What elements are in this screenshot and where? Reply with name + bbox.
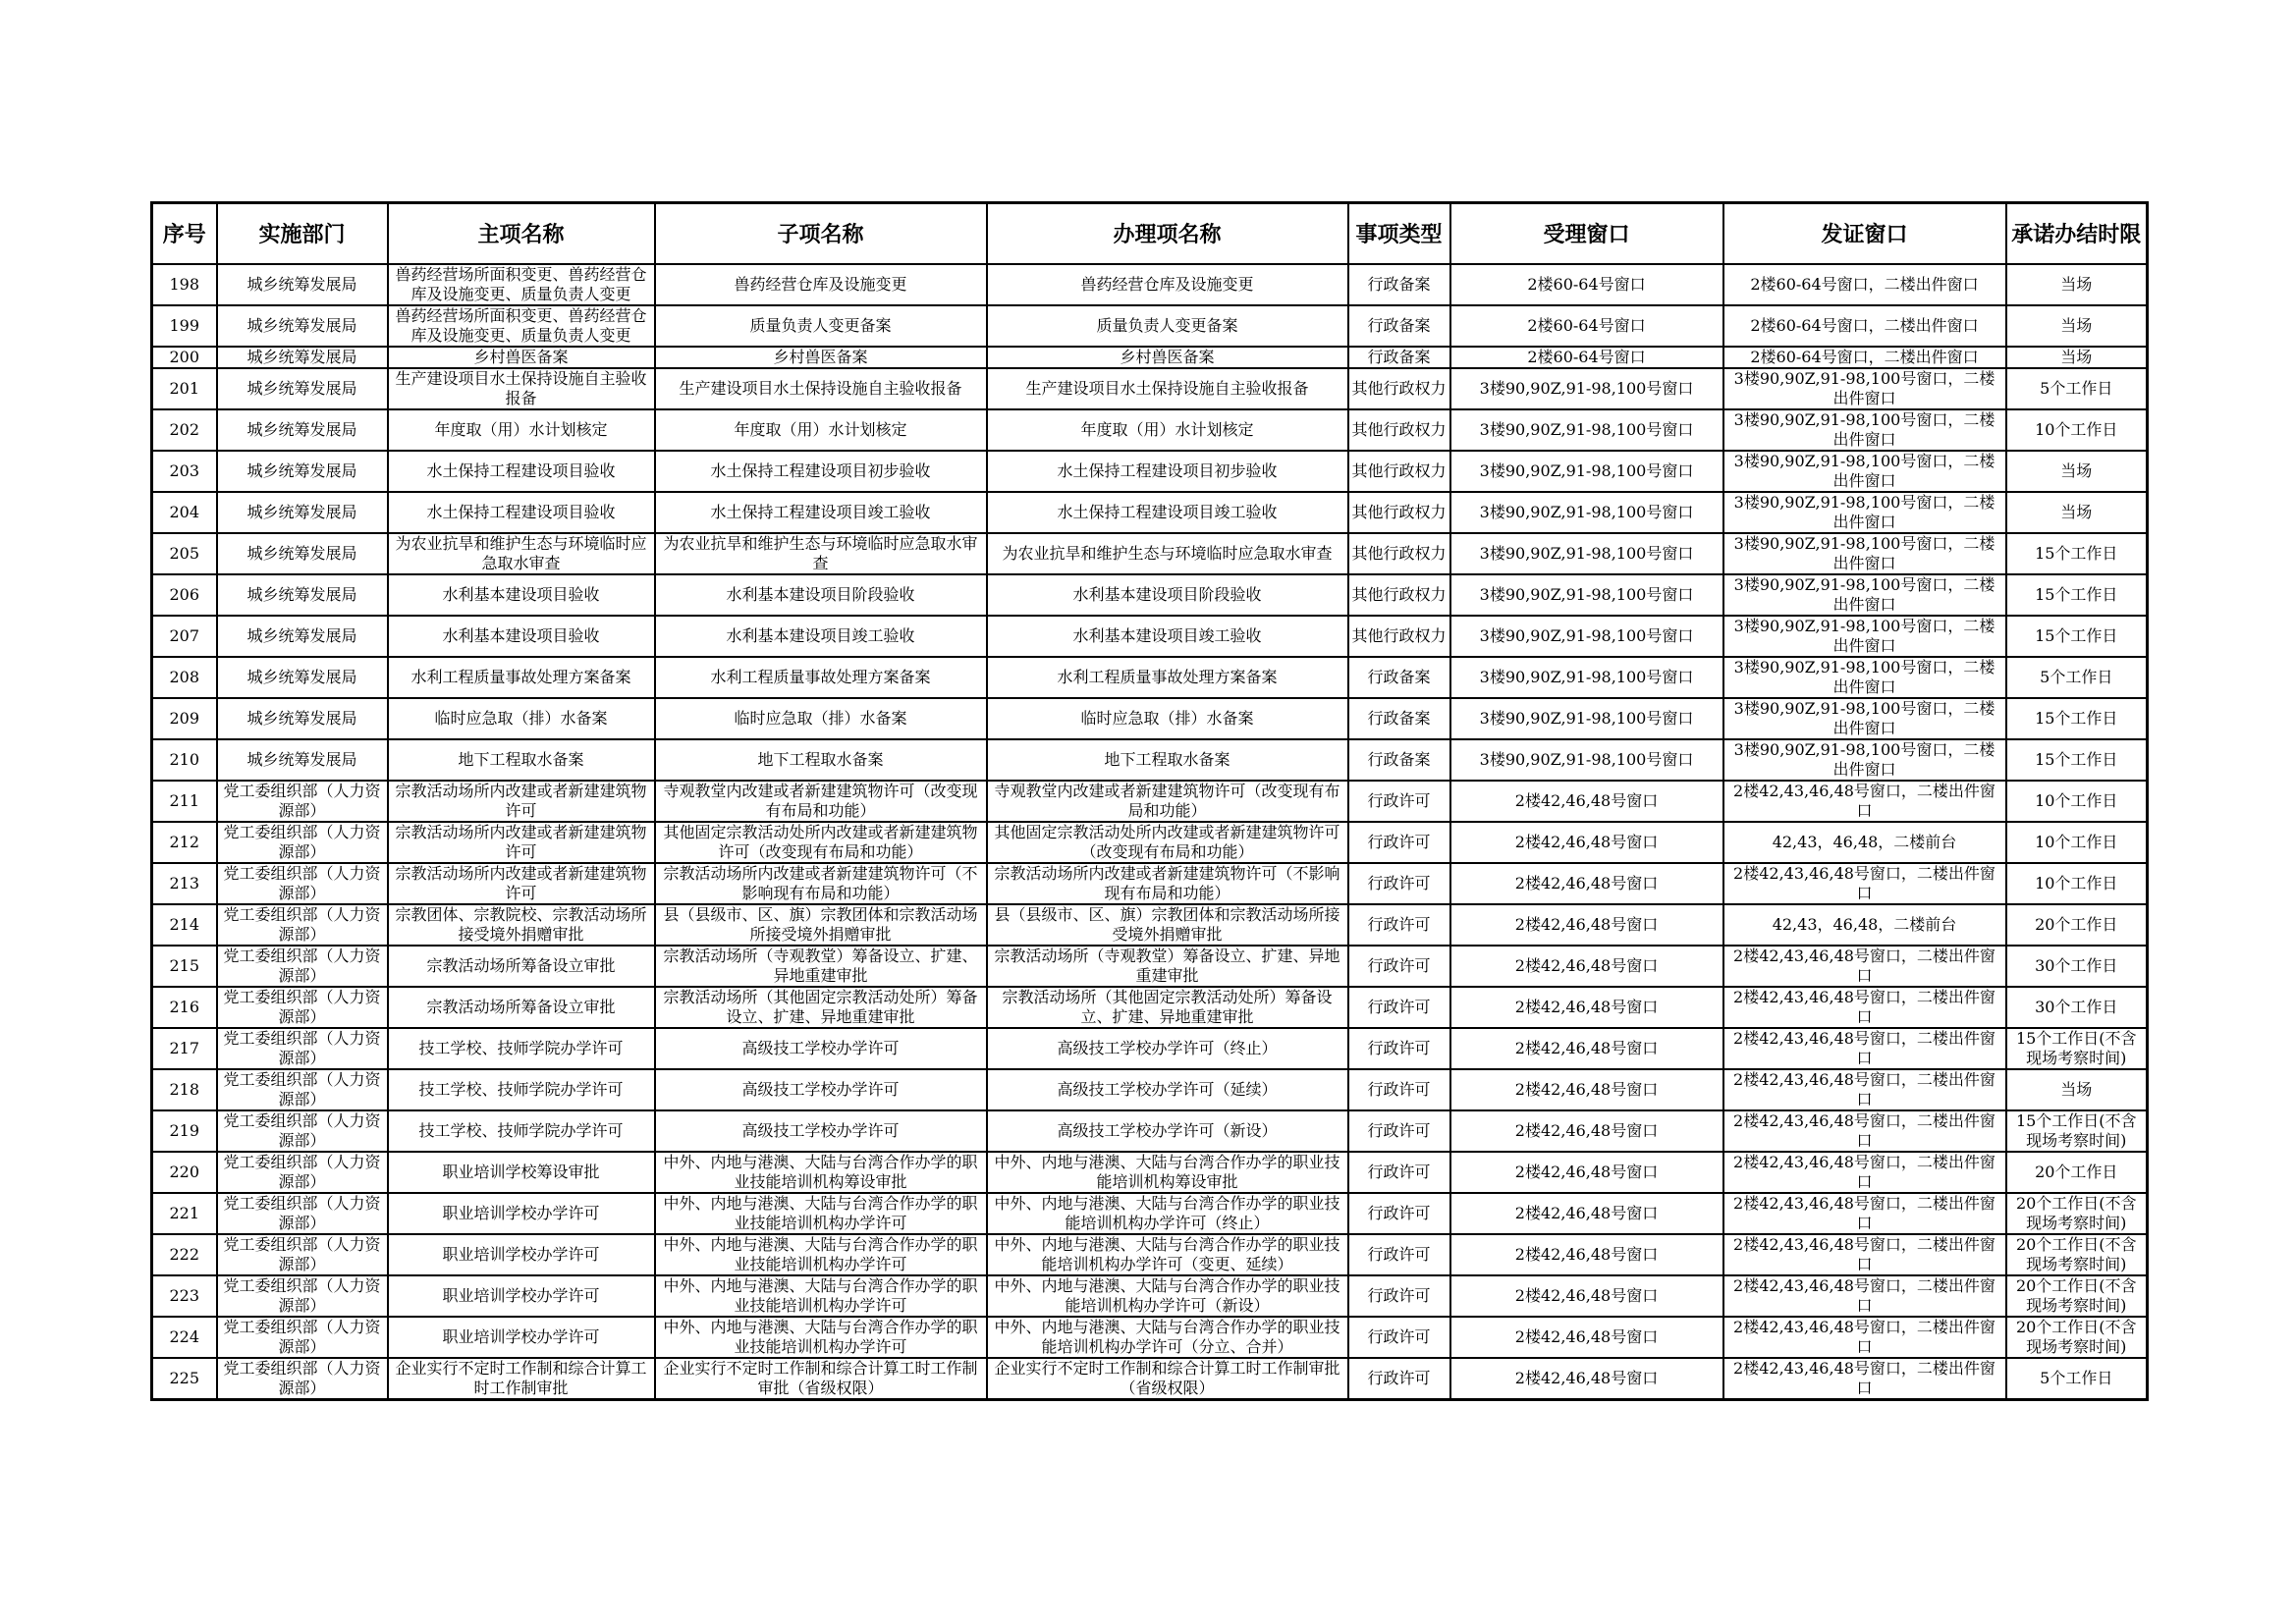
table-row (152, 1028, 2148, 1069)
cell-time-limit: 15个工作日 (2006, 533, 2148, 574)
cell-accept-window: 2楼42,46,48号窗口 (1450, 1193, 1723, 1234)
cell-time-limit: 当场 (2006, 264, 2148, 305)
cell-handling-item: 企业实行不定时工作制和综合计算工时工作制审批（省级权限） (987, 1358, 1348, 1400)
cell-accept-window: 3楼90,90Z,91-98,100号窗口 (1450, 451, 1723, 492)
cell-sub-item: 宗教活动场所（其他固定宗教活动处所）筹备设立、扩建、异地重建审批 (655, 987, 987, 1028)
cell-time-limit: 当场 (2006, 347, 2148, 368)
cell-index: 202 (152, 409, 217, 451)
cell-main-item: 乡村兽医备案 (388, 347, 655, 368)
cell-issue-window: 2楼42,43,46,48号窗口，二楼出件窗口 (1723, 1069, 2006, 1110)
cell-accept-window: 2楼42,46,48号窗口 (1450, 1234, 1723, 1275)
cell-index: 201 (152, 368, 217, 409)
cell-issue-window: 3楼90,90Z,91-98,100号窗口，二楼出件窗口 (1723, 574, 2006, 616)
cell-main-item: 水土保持工程建设项目验收 (388, 492, 655, 533)
table-row (152, 409, 2148, 451)
cell-index: 208 (152, 657, 217, 698)
cell-issue-window: 3楼90,90Z,91-98,100号窗口，二楼出件窗口 (1723, 451, 2006, 492)
cell-handling-item: 水利基本建设项目竣工验收 (987, 616, 1348, 657)
cell-issue-window: 42,43，46,48，二楼前台 (1723, 904, 2006, 946)
cell-time-limit: 30个工作日 (2006, 946, 2148, 987)
cell-sub-item: 其他固定宗教活动处所内改建或者新建建筑物许可（改变现有布局和功能） (655, 822, 987, 863)
cell-issue-window: 2楼60-64号窗口，二楼出件窗口 (1723, 264, 2006, 305)
cell-main-item: 技工学校、技师学院办学许可 (388, 1069, 655, 1110)
table-row (152, 451, 2148, 492)
cell-item-type: 其他行政权力 (1348, 492, 1450, 533)
cell-time-limit: 当场 (2006, 492, 2148, 533)
cell-handling-item: 乡村兽医备案 (987, 347, 1348, 368)
cell-main-item: 职业培训学校筹设审批 (388, 1152, 655, 1193)
table-row (152, 1069, 2148, 1110)
cell-index: 221 (152, 1193, 217, 1234)
col-header-handling-item: 办理项名称 (987, 203, 1348, 264)
cell-main-item: 临时应急取（排）水备案 (388, 698, 655, 739)
cell-issue-window: 3楼90,90Z,91-98,100号窗口，二楼出件窗口 (1723, 368, 2006, 409)
table-row (152, 739, 2148, 781)
cell-time-limit: 10个工作日 (2006, 409, 2148, 451)
cell-time-limit: 15个工作日(不含现场考察时间) (2006, 1028, 2148, 1069)
cell-time-limit: 20个工作日(不含现场考察时间) (2006, 1234, 2148, 1275)
table-row (152, 264, 2148, 305)
cell-issue-window: 2楼42,43,46,48号窗口，二楼出件窗口 (1723, 1317, 2006, 1358)
cell-department: 党工委组织部（人力资源部） (217, 1069, 388, 1110)
table-row (152, 946, 2148, 987)
cell-sub-item: 水土保持工程建设项目竣工验收 (655, 492, 987, 533)
col-header-accept-window: 受理窗口 (1450, 203, 1723, 264)
cell-department: 城乡统筹发展局 (217, 347, 388, 368)
cell-index: 213 (152, 863, 217, 904)
cell-department: 城乡统筹发展局 (217, 739, 388, 781)
cell-issue-window: 3楼90,90Z,91-98,100号窗口，二楼出件窗口 (1723, 616, 2006, 657)
cell-index: 199 (152, 305, 217, 347)
cell-accept-window: 2楼42,46,48号窗口 (1450, 1317, 1723, 1358)
col-header-item-type: 事项类型 (1348, 203, 1450, 264)
cell-main-item: 宗教活动场所筹备设立审批 (388, 987, 655, 1028)
cell-time-limit: 10个工作日 (2006, 822, 2148, 863)
cell-item-type: 行政许可 (1348, 1028, 1450, 1069)
cell-time-limit: 10个工作日 (2006, 863, 2148, 904)
cell-main-item: 职业培训学校办学许可 (388, 1193, 655, 1234)
cell-issue-window: 2楼42,43,46,48号窗口，二楼出件窗口 (1723, 863, 2006, 904)
cell-issue-window: 2楼42,43,46,48号窗口，二楼出件窗口 (1723, 1234, 2006, 1275)
cell-sub-item: 水利基本建设项目阶段验收 (655, 574, 987, 616)
cell-sub-item: 中外、内地与港澳、大陆与台湾合作办学的职业技能培训机构筹设审批 (655, 1152, 987, 1193)
cell-handling-item: 中外、内地与港澳、大陆与台湾合作办学的职业技能培训机构筹设审批 (987, 1152, 1348, 1193)
cell-department: 党工委组织部（人力资源部） (217, 1358, 388, 1400)
cell-time-limit: 20个工作日(不含现场考察时间) (2006, 1317, 2148, 1358)
cell-issue-window: 2楼42,43,46,48号窗口，二楼出件窗口 (1723, 1110, 2006, 1152)
cell-main-item: 水利基本建设项目验收 (388, 574, 655, 616)
cell-main-item: 兽药经营场所面积变更、兽药经营仓库及设施变更、质量负责人变更 (388, 264, 655, 305)
cell-accept-window: 2楼42,46,48号窗口 (1450, 1028, 1723, 1069)
cell-item-type: 行政许可 (1348, 946, 1450, 987)
cell-handling-item: 宗教活动场所（其他固定宗教活动处所）筹备设立、扩建、异地重建审批 (987, 987, 1348, 1028)
cell-department: 城乡统筹发展局 (217, 368, 388, 409)
cell-department: 党工委组织部（人力资源部） (217, 822, 388, 863)
cell-time-limit: 20个工作日(不含现场考察时间) (2006, 1193, 2148, 1234)
cell-accept-window: 2楼42,46,48号窗口 (1450, 946, 1723, 987)
cell-accept-window: 2楼42,46,48号窗口 (1450, 987, 1723, 1028)
cell-department: 城乡统筹发展局 (217, 305, 388, 347)
cell-issue-window: 3楼90,90Z,91-98,100号窗口，二楼出件窗口 (1723, 698, 2006, 739)
cell-handling-item: 中外、内地与港澳、大陆与台湾合作办学的职业技能培训机构办学许可（分立、合并） (987, 1317, 1348, 1358)
cell-item-type: 其他行政权力 (1348, 368, 1450, 409)
cell-sub-item: 企业实行不定时工作制和综合计算工时工作制审批（省级权限） (655, 1358, 987, 1400)
cell-issue-window: 2楼42,43,46,48号窗口，二楼出件窗口 (1723, 946, 2006, 987)
cell-item-type: 行政备案 (1348, 739, 1450, 781)
cell-issue-window: 2楼42,43,46,48号窗口，二楼出件窗口 (1723, 1028, 2006, 1069)
table-row (152, 492, 2148, 533)
cell-issue-window: 2楼60-64号窗口，二楼出件窗口 (1723, 305, 2006, 347)
cell-time-limit: 15个工作日 (2006, 698, 2148, 739)
cell-item-type: 行政许可 (1348, 1193, 1450, 1234)
cell-department: 城乡统筹发展局 (217, 533, 388, 574)
cell-department: 城乡统筹发展局 (217, 616, 388, 657)
cell-main-item: 生产建设项目水土保持设施自主验收报备 (388, 368, 655, 409)
cell-sub-item: 高级技工学校办学许可 (655, 1028, 987, 1069)
cell-main-item: 地下工程取水备案 (388, 739, 655, 781)
cell-item-type: 行政许可 (1348, 781, 1450, 822)
cell-time-limit: 10个工作日 (2006, 781, 2148, 822)
cell-department: 党工委组织部（人力资源部） (217, 987, 388, 1028)
cell-index: 207 (152, 616, 217, 657)
cell-index: 220 (152, 1152, 217, 1193)
cell-time-limit: 5个工作日 (2006, 1358, 2148, 1400)
cell-item-type: 行政备案 (1348, 698, 1450, 739)
cell-handling-item: 水土保持工程建设项目初步验收 (987, 451, 1348, 492)
cell-department: 城乡统筹发展局 (217, 451, 388, 492)
cell-time-limit: 5个工作日 (2006, 657, 2148, 698)
cell-accept-window: 2楼42,46,48号窗口 (1450, 1152, 1723, 1193)
cell-sub-item: 寺观教堂内改建或者新建建筑物许可（改变现有布局和功能） (655, 781, 987, 822)
cell-item-type: 行政许可 (1348, 863, 1450, 904)
cell-sub-item: 中外、内地与港澳、大陆与台湾合作办学的职业技能培训机构办学许可 (655, 1193, 987, 1234)
cell-department: 党工委组织部（人力资源部） (217, 904, 388, 946)
cell-issue-window: 2楼42,43,46,48号窗口，二楼出件窗口 (1723, 1193, 2006, 1234)
cell-accept-window: 2楼60-64号窗口 (1450, 305, 1723, 347)
cell-index: 219 (152, 1110, 217, 1152)
cell-index: 212 (152, 822, 217, 863)
cell-handling-item: 年度取（用）水计划核定 (987, 409, 1348, 451)
cell-issue-window: 2楼42,43,46,48号窗口，二楼出件窗口 (1723, 987, 2006, 1028)
cell-department: 城乡统筹发展局 (217, 657, 388, 698)
cell-accept-window: 2楼42,46,48号窗口 (1450, 822, 1723, 863)
cell-time-limit: 当场 (2006, 1069, 2148, 1110)
table-row (152, 657, 2148, 698)
cell-department: 党工委组织部（人力资源部） (217, 1193, 388, 1234)
cell-accept-window: 2楼42,46,48号窗口 (1450, 904, 1723, 946)
table-row (152, 863, 2148, 904)
cell-accept-window: 3楼90,90Z,91-98,100号窗口 (1450, 574, 1723, 616)
cell-accept-window: 2楼42,46,48号窗口 (1450, 781, 1723, 822)
cell-handling-item: 生产建设项目水土保持设施自主验收报备 (987, 368, 1348, 409)
cell-index: 222 (152, 1234, 217, 1275)
cell-sub-item: 县（县级市、区、旗）宗教团体和宗教活动场所接受境外捐赠审批 (655, 904, 987, 946)
cell-department: 城乡统筹发展局 (217, 574, 388, 616)
cell-issue-window: 3楼90,90Z,91-98,100号窗口，二楼出件窗口 (1723, 409, 2006, 451)
table-row (152, 1193, 2148, 1234)
cell-time-limit: 20个工作日 (2006, 1152, 2148, 1193)
table-row (152, 305, 2148, 347)
cell-accept-window: 2楼42,46,48号窗口 (1450, 1358, 1723, 1400)
cell-department: 党工委组织部（人力资源部） (217, 1317, 388, 1358)
cell-accept-window: 2楼60-64号窗口 (1450, 347, 1723, 368)
cell-time-limit: 15个工作日(不含现场考察时间) (2006, 1110, 2148, 1152)
cell-item-type: 其他行政权力 (1348, 451, 1450, 492)
cell-sub-item: 中外、内地与港澳、大陆与台湾合作办学的职业技能培训机构办学许可 (655, 1275, 987, 1317)
cell-main-item: 年度取（用）水计划核定 (388, 409, 655, 451)
table-row (152, 574, 2148, 616)
cell-issue-window: 3楼90,90Z,91-98,100号窗口，二楼出件窗口 (1723, 739, 2006, 781)
cell-handling-item: 寺观教堂内改建或者新建建筑物许可（改变现有布局和功能） (987, 781, 1348, 822)
cell-item-type: 行政备案 (1348, 347, 1450, 368)
cell-main-item: 企业实行不定时工作制和综合计算工时工作制审批 (388, 1358, 655, 1400)
cell-item-type: 行政备案 (1348, 657, 1450, 698)
cell-sub-item: 宗教活动场所内改建或者新建建筑物许可（不影响现有布局和功能） (655, 863, 987, 904)
cell-main-item: 水土保持工程建设项目验收 (388, 451, 655, 492)
cell-department: 党工委组织部（人力资源部） (217, 1275, 388, 1317)
cell-main-item: 宗教活动场所内改建或者新建建筑物许可 (388, 781, 655, 822)
cell-issue-window: 42,43，46,48，二楼前台 (1723, 822, 2006, 863)
cell-main-item: 宗教活动场所内改建或者新建建筑物许可 (388, 822, 655, 863)
cell-index: 210 (152, 739, 217, 781)
cell-main-item: 宗教活动场所筹备设立审批 (388, 946, 655, 987)
cell-main-item: 职业培训学校办学许可 (388, 1317, 655, 1358)
cell-accept-window: 3楼90,90Z,91-98,100号窗口 (1450, 409, 1723, 451)
cell-main-item: 职业培训学校办学许可 (388, 1275, 655, 1317)
cell-department: 党工委组织部（人力资源部） (217, 1234, 388, 1275)
cell-index: 211 (152, 781, 217, 822)
cell-main-item: 为农业抗旱和维护生态与环境临时应急取水审查 (388, 533, 655, 574)
cell-accept-window: 3楼90,90Z,91-98,100号窗口 (1450, 739, 1723, 781)
cell-department: 党工委组织部（人力资源部） (217, 1152, 388, 1193)
cell-handling-item: 兽药经营仓库及设施变更 (987, 264, 1348, 305)
cell-item-type: 行政备案 (1348, 305, 1450, 347)
cell-index: 200 (152, 347, 217, 368)
cell-item-type: 行政许可 (1348, 1069, 1450, 1110)
cell-handling-item: 中外、内地与港澳、大陆与台湾合作办学的职业技能培训机构办学许可（变更、延续） (987, 1234, 1348, 1275)
cell-handling-item: 高级技工学校办学许可（延续） (987, 1069, 1348, 1110)
table-row (152, 616, 2148, 657)
cell-department: 党工委组织部（人力资源部） (217, 1028, 388, 1069)
cell-item-type: 行政许可 (1348, 1317, 1450, 1358)
cell-item-type: 其他行政权力 (1348, 533, 1450, 574)
col-header-main-item: 主项名称 (388, 203, 655, 264)
cell-main-item: 宗教活动场所内改建或者新建建筑物许可 (388, 863, 655, 904)
cell-accept-window: 3楼90,90Z,91-98,100号窗口 (1450, 616, 1723, 657)
col-header-index: 序号 (152, 203, 217, 264)
table-row (152, 698, 2148, 739)
cell-sub-item: 临时应急取（排）水备案 (655, 698, 987, 739)
cell-item-type: 行政许可 (1348, 1275, 1450, 1317)
cell-accept-window: 2楼42,46,48号窗口 (1450, 863, 1723, 904)
cell-handling-item: 宗教活动场所内改建或者新建建筑物许可（不影响现有布局和功能） (987, 863, 1348, 904)
cell-sub-item: 质量负责人变更备案 (655, 305, 987, 347)
cell-time-limit: 当场 (2006, 451, 2148, 492)
cell-handling-item: 地下工程取水备案 (987, 739, 1348, 781)
cell-accept-window: 3楼90,90Z,91-98,100号窗口 (1450, 698, 1723, 739)
table-row (152, 822, 2148, 863)
cell-index: 198 (152, 264, 217, 305)
table-row (152, 368, 2148, 409)
cell-issue-window: 2楼42,43,46,48号窗口，二楼出件窗口 (1723, 781, 2006, 822)
cell-item-type: 行政许可 (1348, 822, 1450, 863)
col-header-department: 实施部门 (217, 203, 388, 264)
cell-sub-item: 乡村兽医备案 (655, 347, 987, 368)
cell-time-limit: 20个工作日 (2006, 904, 2148, 946)
cell-handling-item: 水利基本建设项目阶段验收 (987, 574, 1348, 616)
cell-accept-window: 3楼90,90Z,91-98,100号窗口 (1450, 492, 1723, 533)
cell-index: 206 (152, 574, 217, 616)
cell-handling-item: 水土保持工程建设项目竣工验收 (987, 492, 1348, 533)
cell-issue-window: 2楼42,43,46,48号窗口，二楼出件窗口 (1723, 1152, 2006, 1193)
cell-department: 党工委组织部（人力资源部） (217, 863, 388, 904)
cell-department: 城乡统筹发展局 (217, 492, 388, 533)
cell-sub-item: 年度取（用）水计划核定 (655, 409, 987, 451)
cell-main-item: 兽药经营场所面积变更、兽药经营仓库及设施变更、质量负责人变更 (388, 305, 655, 347)
cell-item-type: 行政许可 (1348, 1358, 1450, 1400)
table-row (152, 533, 2148, 574)
cell-handling-item: 临时应急取（排）水备案 (987, 698, 1348, 739)
cell-main-item: 水利工程质量事故处理方案备案 (388, 657, 655, 698)
table-row (152, 781, 2148, 822)
cell-handling-item: 其他固定宗教活动处所内改建或者新建建筑物许可（改变现有布局和功能） (987, 822, 1348, 863)
cell-sub-item: 水利基本建设项目竣工验收 (655, 616, 987, 657)
cell-sub-item: 生产建设项目水土保持设施自主验收报备 (655, 368, 987, 409)
cell-index: 223 (152, 1275, 217, 1317)
cell-issue-window: 3楼90,90Z,91-98,100号窗口，二楼出件窗口 (1723, 657, 2006, 698)
cell-index: 215 (152, 946, 217, 987)
cell-main-item: 水利基本建设项目验收 (388, 616, 655, 657)
cell-handling-item: 为农业抗旱和维护生态与环境临时应急取水审查 (987, 533, 1348, 574)
col-header-sub-item: 子项名称 (655, 203, 987, 264)
cell-item-type: 行政许可 (1348, 987, 1450, 1028)
cell-issue-window: 2楼42,43,46,48号窗口，二楼出件窗口 (1723, 1275, 2006, 1317)
cell-accept-window: 2楼42,46,48号窗口 (1450, 1275, 1723, 1317)
cell-index: 224 (152, 1317, 217, 1358)
cell-time-limit: 15个工作日 (2006, 574, 2148, 616)
cell-time-limit: 当场 (2006, 305, 2148, 347)
cell-accept-window: 3楼90,90Z,91-98,100号窗口 (1450, 368, 1723, 409)
cell-department: 城乡统筹发展局 (217, 264, 388, 305)
cell-item-type: 其他行政权力 (1348, 616, 1450, 657)
cell-accept-window: 3楼90,90Z,91-98,100号窗口 (1450, 657, 1723, 698)
cell-accept-window: 2楼42,46,48号窗口 (1450, 1069, 1723, 1110)
cell-time-limit: 30个工作日 (2006, 987, 2148, 1028)
table-row (152, 1234, 2148, 1275)
cell-handling-item: 高级技工学校办学许可（新设） (987, 1110, 1348, 1152)
header-row (152, 203, 2148, 264)
cell-department: 党工委组织部（人力资源部） (217, 781, 388, 822)
cell-handling-item: 中外、内地与港澳、大陆与台湾合作办学的职业技能培训机构办学许可（新设） (987, 1275, 1348, 1317)
table-row (152, 1110, 2148, 1152)
cell-item-type: 行政许可 (1348, 1110, 1450, 1152)
cell-main-item: 职业培训学校办学许可 (388, 1234, 655, 1275)
cell-department: 城乡统筹发展局 (217, 698, 388, 739)
cell-time-limit: 5个工作日 (2006, 368, 2148, 409)
cell-index: 218 (152, 1069, 217, 1110)
cell-department: 城乡统筹发展局 (217, 409, 388, 451)
cell-index: 205 (152, 533, 217, 574)
cell-index: 217 (152, 1028, 217, 1069)
cell-accept-window: 3楼90,90Z,91-98,100号窗口 (1450, 533, 1723, 574)
cell-main-item: 技工学校、技师学院办学许可 (388, 1028, 655, 1069)
cell-handling-item: 中外、内地与港澳、大陆与台湾合作办学的职业技能培训机构办学许可（终止） (987, 1193, 1348, 1234)
cell-sub-item: 水利工程质量事故处理方案备案 (655, 657, 987, 698)
cell-item-type: 其他行政权力 (1348, 409, 1450, 451)
cell-index: 216 (152, 987, 217, 1028)
cell-department: 党工委组织部（人力资源部） (217, 946, 388, 987)
cell-index: 204 (152, 492, 217, 533)
cell-sub-item: 兽药经营仓库及设施变更 (655, 264, 987, 305)
cell-sub-item: 高级技工学校办学许可 (655, 1110, 987, 1152)
table-row (152, 1358, 2148, 1400)
cell-index: 203 (152, 451, 217, 492)
table-row (152, 904, 2148, 946)
cell-handling-item: 高级技工学校办学许可（终止） (987, 1028, 1348, 1069)
cell-issue-window: 3楼90,90Z,91-98,100号窗口，二楼出件窗口 (1723, 492, 2006, 533)
table-row (152, 347, 2148, 368)
table-row (152, 987, 2148, 1028)
cell-sub-item: 地下工程取水备案 (655, 739, 987, 781)
col-header-issue-window: 发证窗口 (1723, 203, 2006, 264)
cell-sub-item: 高级技工学校办学许可 (655, 1069, 987, 1110)
cell-index: 214 (152, 904, 217, 946)
cell-accept-window: 2楼42,46,48号窗口 (1450, 1110, 1723, 1152)
cell-department: 党工委组织部（人力资源部） (217, 1110, 388, 1152)
cell-issue-window: 3楼90,90Z,91-98,100号窗口，二楼出件窗口 (1723, 533, 2006, 574)
table-row (152, 1275, 2148, 1317)
cell-item-type: 行政备案 (1348, 264, 1450, 305)
col-header-time-limit: 承诺办结时限 (2006, 203, 2148, 264)
table-row (152, 1317, 2148, 1358)
cell-sub-item: 中外、内地与港澳、大陆与台湾合作办学的职业技能培训机构办学许可 (655, 1234, 987, 1275)
cell-item-type: 行政许可 (1348, 1152, 1450, 1193)
cell-sub-item: 中外、内地与港澳、大陆与台湾合作办学的职业技能培训机构办学许可 (655, 1317, 987, 1358)
cell-issue-window: 2楼42,43,46,48号窗口，二楼出件窗口 (1723, 1358, 2006, 1400)
cell-sub-item: 宗教活动场所（寺观教堂）筹备设立、扩建、异地重建审批 (655, 946, 987, 987)
cell-sub-item: 为农业抗旱和维护生态与环境临时应急取水审查 (655, 533, 987, 574)
cell-time-limit: 15个工作日 (2006, 739, 2148, 781)
cell-handling-item: 宗教活动场所（寺观教堂）筹备设立、扩建、异地重建审批 (987, 946, 1348, 987)
cell-item-type: 其他行政权力 (1348, 574, 1450, 616)
cell-item-type: 行政许可 (1348, 1234, 1450, 1275)
cell-main-item: 技工学校、技师学院办学许可 (388, 1110, 655, 1152)
cell-time-limit: 20个工作日(不含现场考察时间) (2006, 1275, 2148, 1317)
cell-item-type: 行政许可 (1348, 904, 1450, 946)
cell-handling-item: 质量负责人变更备案 (987, 305, 1348, 347)
cell-handling-item: 水利工程质量事故处理方案备案 (987, 657, 1348, 698)
cell-handling-item: 县（县级市、区、旗）宗教团体和宗教活动场所接受境外捐赠审批 (987, 904, 1348, 946)
cell-index: 225 (152, 1358, 217, 1400)
table-row (152, 1152, 2148, 1193)
cell-index: 209 (152, 698, 217, 739)
cell-main-item: 宗教团体、宗教院校、宗教活动场所接受境外捐赠审批 (388, 904, 655, 946)
cell-issue-window: 2楼60-64号窗口，二楼出件窗口 (1723, 347, 2006, 368)
cell-sub-item: 水土保持工程建设项目初步验收 (655, 451, 987, 492)
service-items-table (150, 201, 2149, 1401)
cell-time-limit: 15个工作日 (2006, 616, 2148, 657)
cell-accept-window: 2楼60-64号窗口 (1450, 264, 1723, 305)
